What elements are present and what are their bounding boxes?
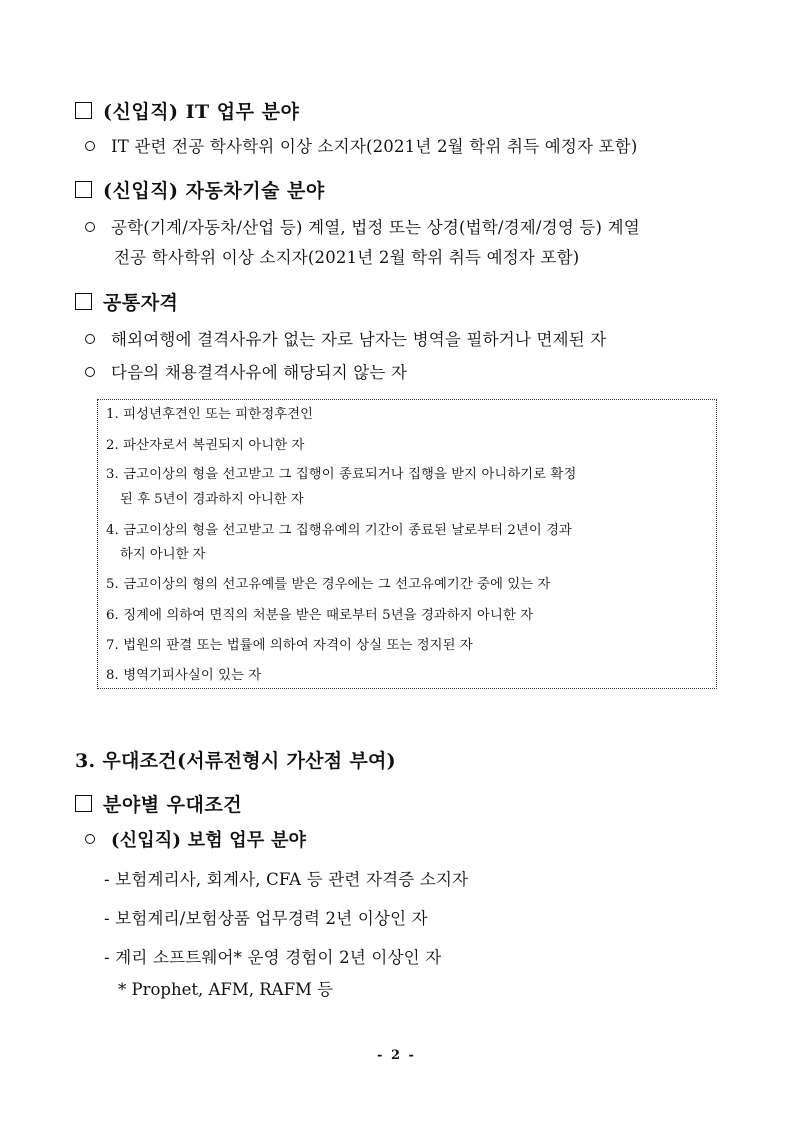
page-number: - 2 - (377, 1048, 416, 1063)
checkbox-square-icon (75, 795, 92, 812)
checkbox-square-icon (75, 293, 92, 310)
section-title-common: 공통자격 (103, 292, 179, 314)
disqualification-item-6: 6. 징계에 의하여 면직의 처분을 받은 때로부터 5년을 경과하지 아니한 자 (106, 608, 534, 623)
disqualification-item-1: 1. 피성년후견인 또는 피한정후견인 (106, 407, 314, 422)
circle-bullet-icon (85, 222, 95, 232)
section-title-it: (신입직) IT 업무 분야 (103, 101, 300, 123)
disqualification-item-4: 4. 금고이상의 형을 선고받고 그 집행유예의 기간이 종료된 날로부터 2년이 경과 (106, 523, 573, 538)
disqualification-item-3-cont: 된 후 5년이 경과하지 아니한 자 (120, 492, 304, 507)
bullet-common-1: 해외여행에 결격사유가 없는 자로 남자는 병역을 필하거나 면제된 자 (85, 326, 606, 350)
disqualification-item-4-cont: 하지 아니한 자 (120, 547, 206, 562)
circle-bullet-icon (85, 834, 95, 844)
disqualification-item-8: 8. 병역기피사실이 있는 자 (106, 668, 262, 683)
bullet-auto-qualification: 공학(기계/자동차/산업 등) 계열, 법정 또는 상경(법학/경제/경영 등) 계열 (85, 214, 640, 238)
section-heading-common (75, 288, 178, 315)
circle-bullet-icon (85, 367, 95, 377)
dash-item-1: - 보험계리사, 회계사, CFA 등 관련 자격증 소지자 (104, 870, 469, 889)
circle-bullet-icon (85, 334, 95, 344)
bullet-it-qualification: IT 관련 전공 학사학위 이상 소지자(2021년 2월 학위 취득 예정자 포함) (85, 133, 637, 157)
dash-item-2: - 보험계리/보험상품 업무경력 2년 이상인 자 (104, 909, 428, 928)
checkbox-square-icon (75, 102, 92, 119)
section-title-auto: (신입직) 자동차기술 분야 (103, 180, 325, 202)
section-heading-preference (75, 790, 242, 817)
software-footnote: * Prophet, AFM, RAFM 등 (118, 980, 334, 999)
disqualification-item-5: 5. 금고이상의 형의 선고유예를 받은 경우에는 그 선고유예기간 중에 있는 자 (106, 577, 551, 592)
disqualification-box (97, 399, 717, 689)
disqualification-item-2: 2. 파산자로서 복권되지 아니한 자 (106, 438, 305, 453)
section-heading-it (75, 97, 299, 124)
bullet-insurance-field: (신입직) 보험 업무 분야 (85, 826, 306, 852)
preference-subtitle: 분야별 우대조건 (103, 794, 243, 816)
circle-bullet-icon (85, 141, 95, 151)
bullet-common-2: 다음의 채용결격사유에 해당되지 않는 자 (85, 359, 407, 383)
section-heading-auto (75, 176, 325, 203)
preference-heading: 3. 우대조건(서류전형시 가산점 부여) (75, 750, 396, 772)
dash-item-3: - 계리 소프트웨어* 운영 경험이 2년 이상인 자 (104, 948, 442, 967)
checkbox-square-icon (75, 181, 92, 198)
disqualification-item-7: 7. 법원의 판결 또는 법률에 의하여 자격이 상실 또는 정지된 자 (106, 638, 473, 653)
disqualification-item-3: 3. 금고이상의 형을 선고받고 그 집행이 종료되거나 집행을 받지 아니하기로 확정 (106, 467, 577, 482)
bullet-auto-continuation: 전공 학사학위 이상 소지자(2021년 2월 학위 취득 예정자 포함) (114, 248, 580, 267)
